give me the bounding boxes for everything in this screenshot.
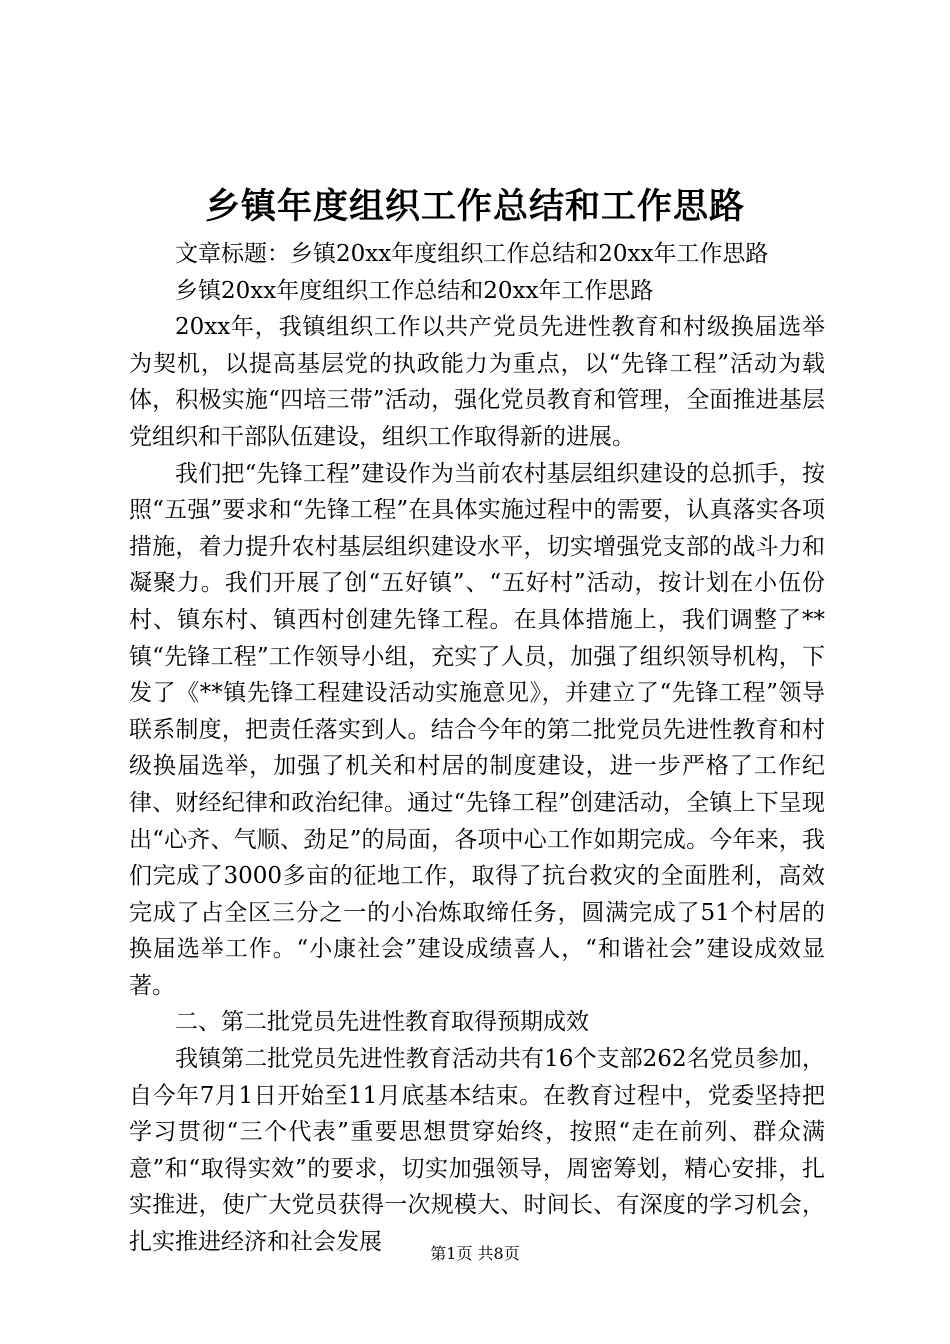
page-number-footer: 第1页 共8页: [430, 1244, 520, 1263]
intro-paragraph: 20xx年，我镇组织工作以共产党员先进性教育和村级换届选举为契机，以提高基层党的执政能力为重点，以“先锋工程”活动为载体，积极实施“四培三带”活动，强化党员教育和管理，全面推进基层党组织和干部队伍建设，组织工作取得新的进展。: [129, 314, 825, 450]
document-title: 乡镇年度组织工作总结和工作思路: [204, 186, 745, 227]
article-title-line: 文章标题：乡镇20xx年度组织工作总结和20xx年工作思路: [175, 241, 769, 267]
pioneer-project-paragraph: 我们把“先锋工程”建设作为当前农村基层组织建设的总抓手，按照“五强”要求和“先锋工程”在具体实施过程中的需要，认真落实各项措施，着力提升农村基层组织建设水平，切实增强党支部的战斗力和凝聚力。我们开展了创“五好镇”、“五好村”活动，按计划在小伍份村、镇东村、镇西村创建先锋工程。在具体措施上，我们调整了**镇“先锋工程”工作领导小组，充实了人员，加强了组织领导机构，下发了《**镇先锋工程建设活动实施意见》，并建立了“先锋工程”领导联系制度，把责任落实到人。结合今年的第二批党员先进性教育和村级换届选举，加强了机关和村居的制度建设，进一步严格了工作纪律、财经纪律和政治纪律。通过“先锋工程”创建活动，全镇上下呈现出“心齐、气顺、劲足”的局面，各项中心工作如期完成。今年来，我们完成了3000多亩的征地工作，取得了抗台救灾的全面胜利，高效完成了占全区三分之一的小冶炼取缔任务，圆满完成了51个村居的换届选举工作。“小康社会”建设成绩喜人，“和谐社会”建设成效显著。: [129, 460, 825, 999]
section-heading: 二、第二批党员先进性教育取得预期成效: [175, 1009, 589, 1036]
education-paragraph: 我镇第二批党员先进性教育活动共有16个支部262名党员参加，自今年7月1日开始至11月底基本结束。在教育过程中，党委坚持把学习贯彻“三个代表”重要思想贯穿始终，按照“走在前列、群众满意”和“取得实效”的要求，切实加强领导，周密筹划，精心安排，扎实推进，使广大党员获得一次规模大、时间长、有深度的学习机会，扎实推进经济和社会发展: [129, 1046, 825, 1256]
document-body: [129, 236, 825, 1261]
subtitle-line: 乡镇20xx年度组织工作总结和20xx年工作思路: [175, 277, 654, 304]
